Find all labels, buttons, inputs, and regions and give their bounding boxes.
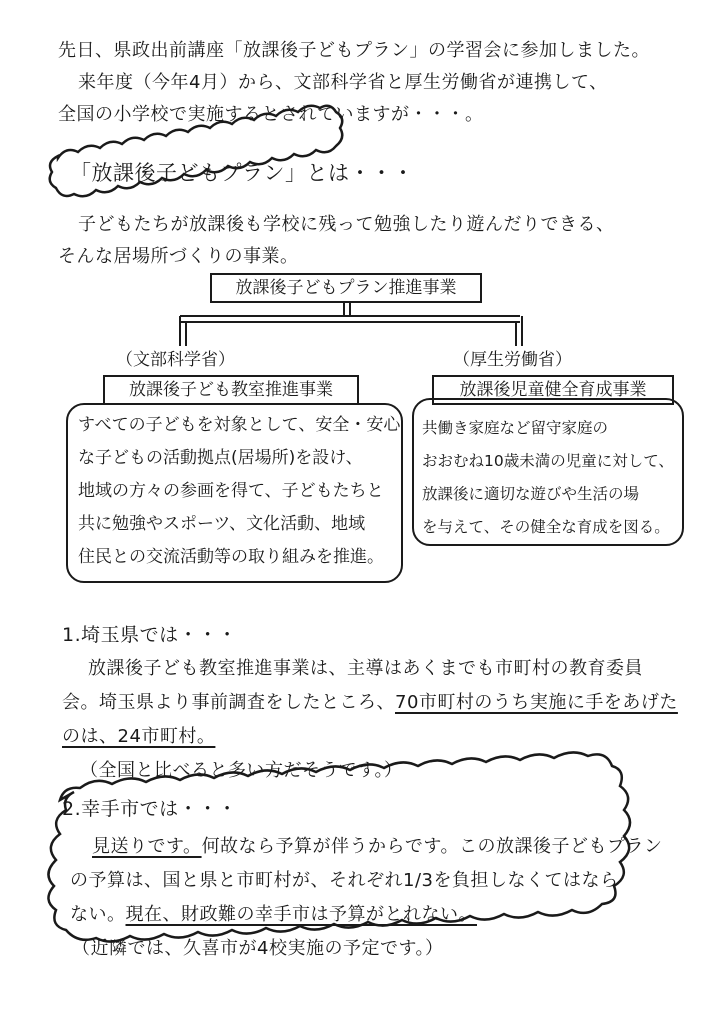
right-description-line-4: を与えて、その健全な育成を図る。 xyxy=(422,518,670,536)
section2-line-3 xyxy=(70,902,477,928)
section2-line-3-underlined: 現在、財政難の幸手市は予算がとれない。 xyxy=(125,904,477,925)
left-description-line-2: な子どもの活動拠点(居場所)を設け、 xyxy=(78,448,363,468)
definition-line-1: 子どもたちが放課後も学校に残って勉強したり遊んだりできる、 xyxy=(78,214,615,235)
plan-title-box: 放課後子どもプラン推進事業 xyxy=(210,273,482,303)
section1-note: （全国と比べると多い方だそうです。） xyxy=(80,760,403,781)
right-description-line-1: 共働き家庭など留守家庭の xyxy=(422,419,609,437)
section2-note: （近隣では、久喜市が4校実施の予定です。） xyxy=(72,938,444,959)
section1-line-1: 放課後子ども教室推進事業は、主導はあくまでも市町村の教育委員 xyxy=(88,658,643,679)
definition-line-2: そんな居場所づくりの事業。 xyxy=(58,246,299,267)
section2-line-1-text: 何故なら予算が伴うからです。この放課後子どもプラン xyxy=(201,836,663,857)
left-program-title-box: 放課後子ども教室推進事業 xyxy=(103,375,359,405)
right-description-line-3: 放課後に適切な遊びや生活の場 xyxy=(422,485,640,503)
left-description-line-5: 住民との交流活動等の取り組みを推進。 xyxy=(78,547,384,567)
right-ministry-label: （厚生労働省） xyxy=(453,350,572,370)
section1-title: 1.埼玉県では・・・ xyxy=(62,624,238,646)
right-description-line-2: おおむね10歳未満の児童に対して、 xyxy=(422,452,674,470)
section2-line-2: の予算は、国と県と市町村が、それぞれ1/3を負担しなくてはなら xyxy=(70,870,619,891)
section2-line-1-underlined: 見送りです。 xyxy=(92,836,202,857)
left-description-line-4: 共に勉強やスポーツ、文化活動、地域 xyxy=(78,514,366,534)
section1-line-2-underlined: 70市町村のうち実施に手をあげた xyxy=(395,692,678,713)
right-program-title-box: 放課後児童健全育成事業 xyxy=(432,375,674,405)
intro-line-1: 先日、県政出前講座「放課後子どもプラン」の学習会に参加しました。 xyxy=(58,40,650,61)
left-description-line-3: 地域の方々の参画を得て、子どもたちと xyxy=(78,481,384,501)
heading-title: 「放課後子どもプラン」とは・・・ xyxy=(70,161,414,185)
section2-title: 2.幸手市では・・・ xyxy=(62,798,238,820)
intro-line-3: 全国の小学校で実施するとされていますが・・・。 xyxy=(58,104,484,125)
left-ministry-label: （文部科学省） xyxy=(116,350,235,370)
section2-line-3-text: ない。 xyxy=(70,904,126,925)
intro-line-2: 来年度（今年4月）から、文部科学省と厚生労働省が連携して、 xyxy=(78,72,608,93)
section2-line-1 xyxy=(92,834,662,860)
left-description-line-1: すべての子どもを対象として、安全・安心 xyxy=(78,415,401,435)
section1-line-3-underlined: のは、24市町村。 xyxy=(62,726,216,747)
section1-line-2-text: 会。埼玉県より事前調査をしたところ、 xyxy=(62,692,395,713)
